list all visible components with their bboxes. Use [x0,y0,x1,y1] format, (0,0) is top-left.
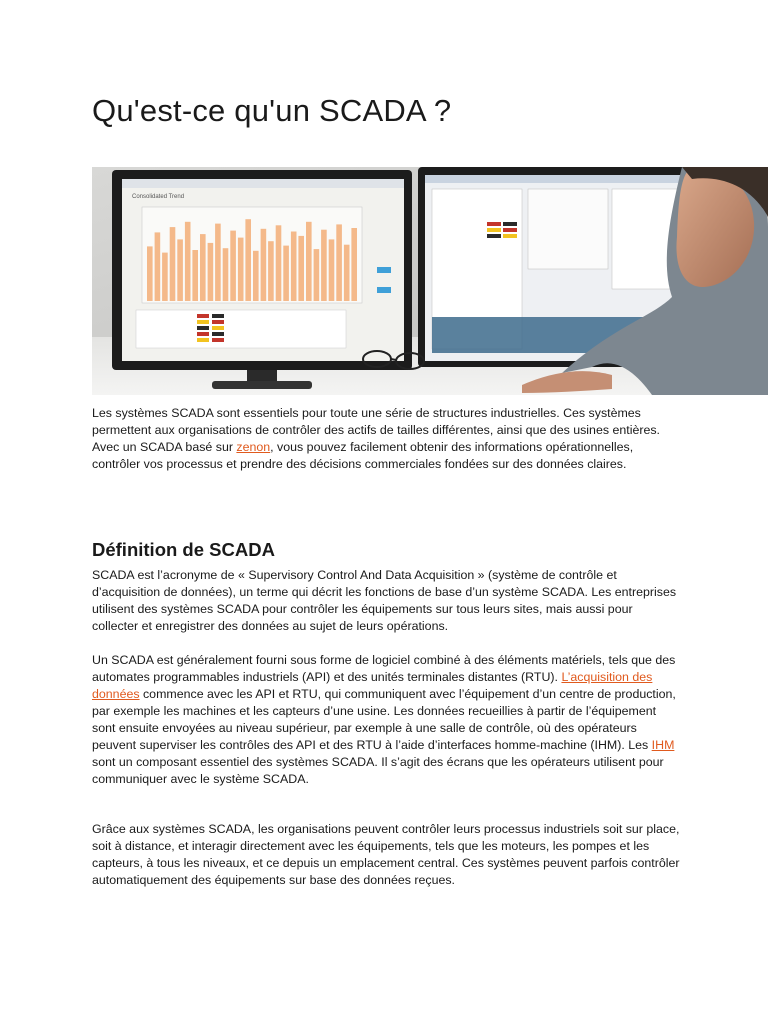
para2-text-c: sont un composant essentiel des systèmes SCADA. Il s’agit des écrans que les opérateurs utilisent pour communiquer avec le système SCADA. [92,755,664,786]
data-acquisition-link[interactable]: L’acquisition des données [92,670,653,701]
trend-bar [283,246,289,301]
definition-paragraph-3: Grâce aux systèmes SCADA, les organisations peuvent contrôler leurs processus industriels soit sur place, soit à distance, et interagir directement avec les équipements, tels que les moteurs, les pompes et les capteurs, à tous les niveaux, et ce depuis un emplacement central. Ces systèmes peuvent parfois contrôler automatiquement des équipements sur base des données reçues. [92,822,680,887]
trend-bar [208,243,214,301]
definition-paragraph-1: SCADA est l’acronyme de « Supervisory Control And Data Acquisition » (système de contrôle et d’acquisition de données), un terme qui décrit les fonctions de base d’un système SCADA. Les entreprises utilisent des systèmes SCADA pour contrôler les équipements sur tous leurs sites, mais aussi pour collecter et enregistrer des données au sujet de leurs opérations. [92,568,677,633]
trend-bar [155,232,161,301]
section-heading: Définition de SCADA [92,539,275,560]
left-monitor [112,170,412,389]
hero-photo [92,167,768,395]
trend-bar [253,251,259,301]
trend-bar [185,222,191,301]
intro-text-1: Les systèmes SCADA sont essentiels pour toute une série de structures industrielles. Ces systèmes permettent aux organisations de contrôler des actifs de tailles différentes, ainsi que des usines entières. Avec un SCADA basé sur [92,406,661,454]
trend-bar [336,224,342,301]
trend-bar [162,253,168,301]
zenon-link[interactable]: zenon [236,440,271,454]
trend-bar [192,250,198,301]
ihm-link[interactable]: IHM [651,738,675,752]
intro-paragraph [92,405,682,473]
trend-bar [147,246,153,301]
intro-text-2: , vous pouvez facilement obtenir des informations opérationnelles, contrôler vos processus et prendre des décisions commerciales fondées sur des données claires. [92,440,634,471]
trend-bar [329,239,335,301]
trend-bar [245,219,251,301]
trend-bar [351,228,357,301]
para2-text-b: commence avec les API et RTU, qui communiquent avec l’équipement d’un centre de production, par exemple les machines et les capteurs d’une usine. Les données recueillies à partir de l’équipement sont ensuite envoyées au niveau supérieur, par exemple à une salle de contrôle, où des opérateurs peuvent superviser les contrôles des API et des RTU à l’aide d’interfaces homme-machine (IHM). Les [92,687,676,752]
trend-bar [344,245,350,301]
trend-bar [276,225,282,301]
scada-workstation-illustration [92,167,768,395]
trend-bar [298,236,304,301]
trend-bar [314,249,320,301]
trend-bar [223,248,229,301]
trend-bar [200,234,206,301]
page-title: Qu'est-ce qu'un SCADA ? [92,93,452,128]
trend-bar [268,241,274,301]
trend-bar [291,232,297,302]
trend-bar [230,231,236,301]
trend-bar [170,227,176,301]
trend-bar [306,222,312,301]
para2-text-a: Un SCADA est généralement fourni sous forme de logiciel combiné à des éléments matériels, tels que des automates programmables industriels (API) et des unités terminales distantes (RTU). [92,653,676,684]
left-screen-title: Consolidated Trend [132,194,185,200]
trend-bar [215,224,221,301]
trend-bar [177,239,183,301]
trend-bar [321,230,327,301]
trend-bar [238,238,244,301]
definition-paragraph-2 [92,652,682,788]
trend-bar [261,229,267,301]
